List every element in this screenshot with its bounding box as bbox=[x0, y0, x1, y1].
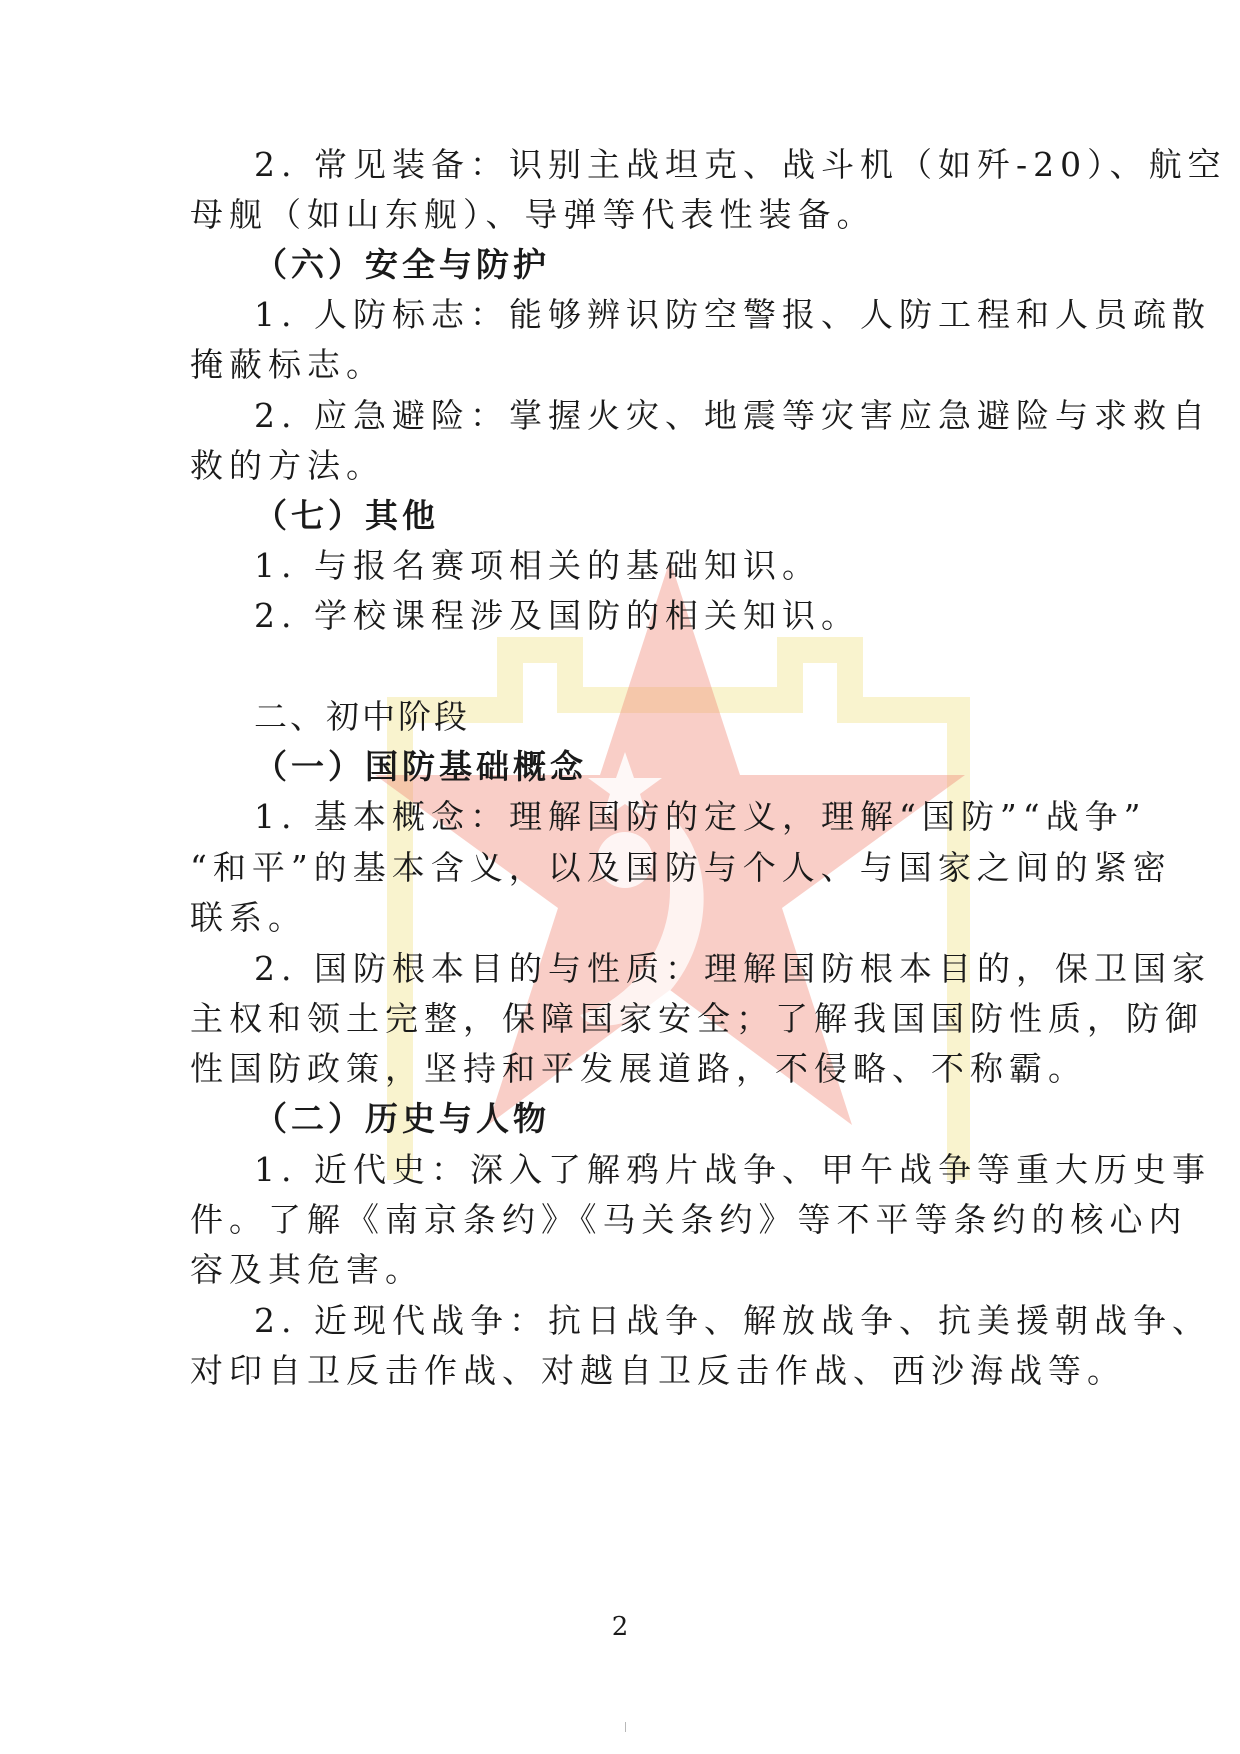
paragraph-line: 2. 常见装备：识别主战坦克、战斗机（如歼-20）、航空 bbox=[254, 145, 1227, 184]
paragraph-line: 掩蔽标志。 bbox=[190, 345, 385, 384]
paragraph-line: 性国防政策，坚持和平发展道路，不侵略、不称霸。 bbox=[190, 1049, 1087, 1088]
paragraph-line: 救的方法。 bbox=[190, 446, 385, 485]
paragraph-line: 联系。 bbox=[190, 898, 307, 937]
paragraph-line: 2. 国防根本目的与性质：理解国防根本目的，保卫国家 bbox=[254, 949, 1211, 988]
section-heading: （六）安全与防护 bbox=[254, 245, 550, 284]
paragraph-line: 2. 学校课程涉及国防的相关知识。 bbox=[254, 596, 860, 635]
paragraph-line: 母舰（如山东舰）、导弹等代表性装备。 bbox=[190, 195, 876, 234]
paragraph-line: 2. 应急避险：掌握火灾、地震等灾害应急避险与求救自 bbox=[254, 396, 1211, 435]
paragraph-line: 容及其危害。 bbox=[190, 1250, 424, 1289]
paragraph-line: 1. 与报名赛项相关的基础知识。 bbox=[254, 546, 821, 585]
chapter-heading: 二、初中阶段 bbox=[254, 697, 470, 736]
paragraph-line: 件。了解《南京条约》《马关条约》等不平等条约的核心内 bbox=[190, 1200, 1188, 1239]
section-heading: （二）历史与人物 bbox=[254, 1099, 550, 1138]
paragraph-line: “和平”的基本含义，以及国防与个人、与国家之间的紧密 bbox=[190, 848, 1172, 887]
paragraph-line: 主权和领土完整，保障国家安全；了解我国国防性质，防御 bbox=[190, 999, 1204, 1038]
paragraph-line: 对印自卫反击作战、对越自卫反击作战、西沙海战等。 bbox=[190, 1351, 1126, 1390]
section-heading: （七）其他 bbox=[254, 496, 439, 535]
paragraph-line: 1. 人防标志：能够辨识防空警报、人防工程和人员疏散 bbox=[254, 295, 1211, 334]
paragraph-line: 1. 近代史：深入了解鸦片战争、甲午战争等重大历史事 bbox=[254, 1150, 1211, 1189]
page-number: 2 bbox=[611, 1612, 629, 1642]
section-heading: （一）国防基础概念 bbox=[254, 747, 587, 786]
scan-mark bbox=[625, 1722, 626, 1732]
paragraph-line: 2. 近现代战争：抗日战争、解放战争、抗美援朝战争、 bbox=[254, 1301, 1211, 1340]
paragraph-line: 1. 基本概念：理解国防的定义，理解“国防”“战争” bbox=[254, 797, 1147, 836]
